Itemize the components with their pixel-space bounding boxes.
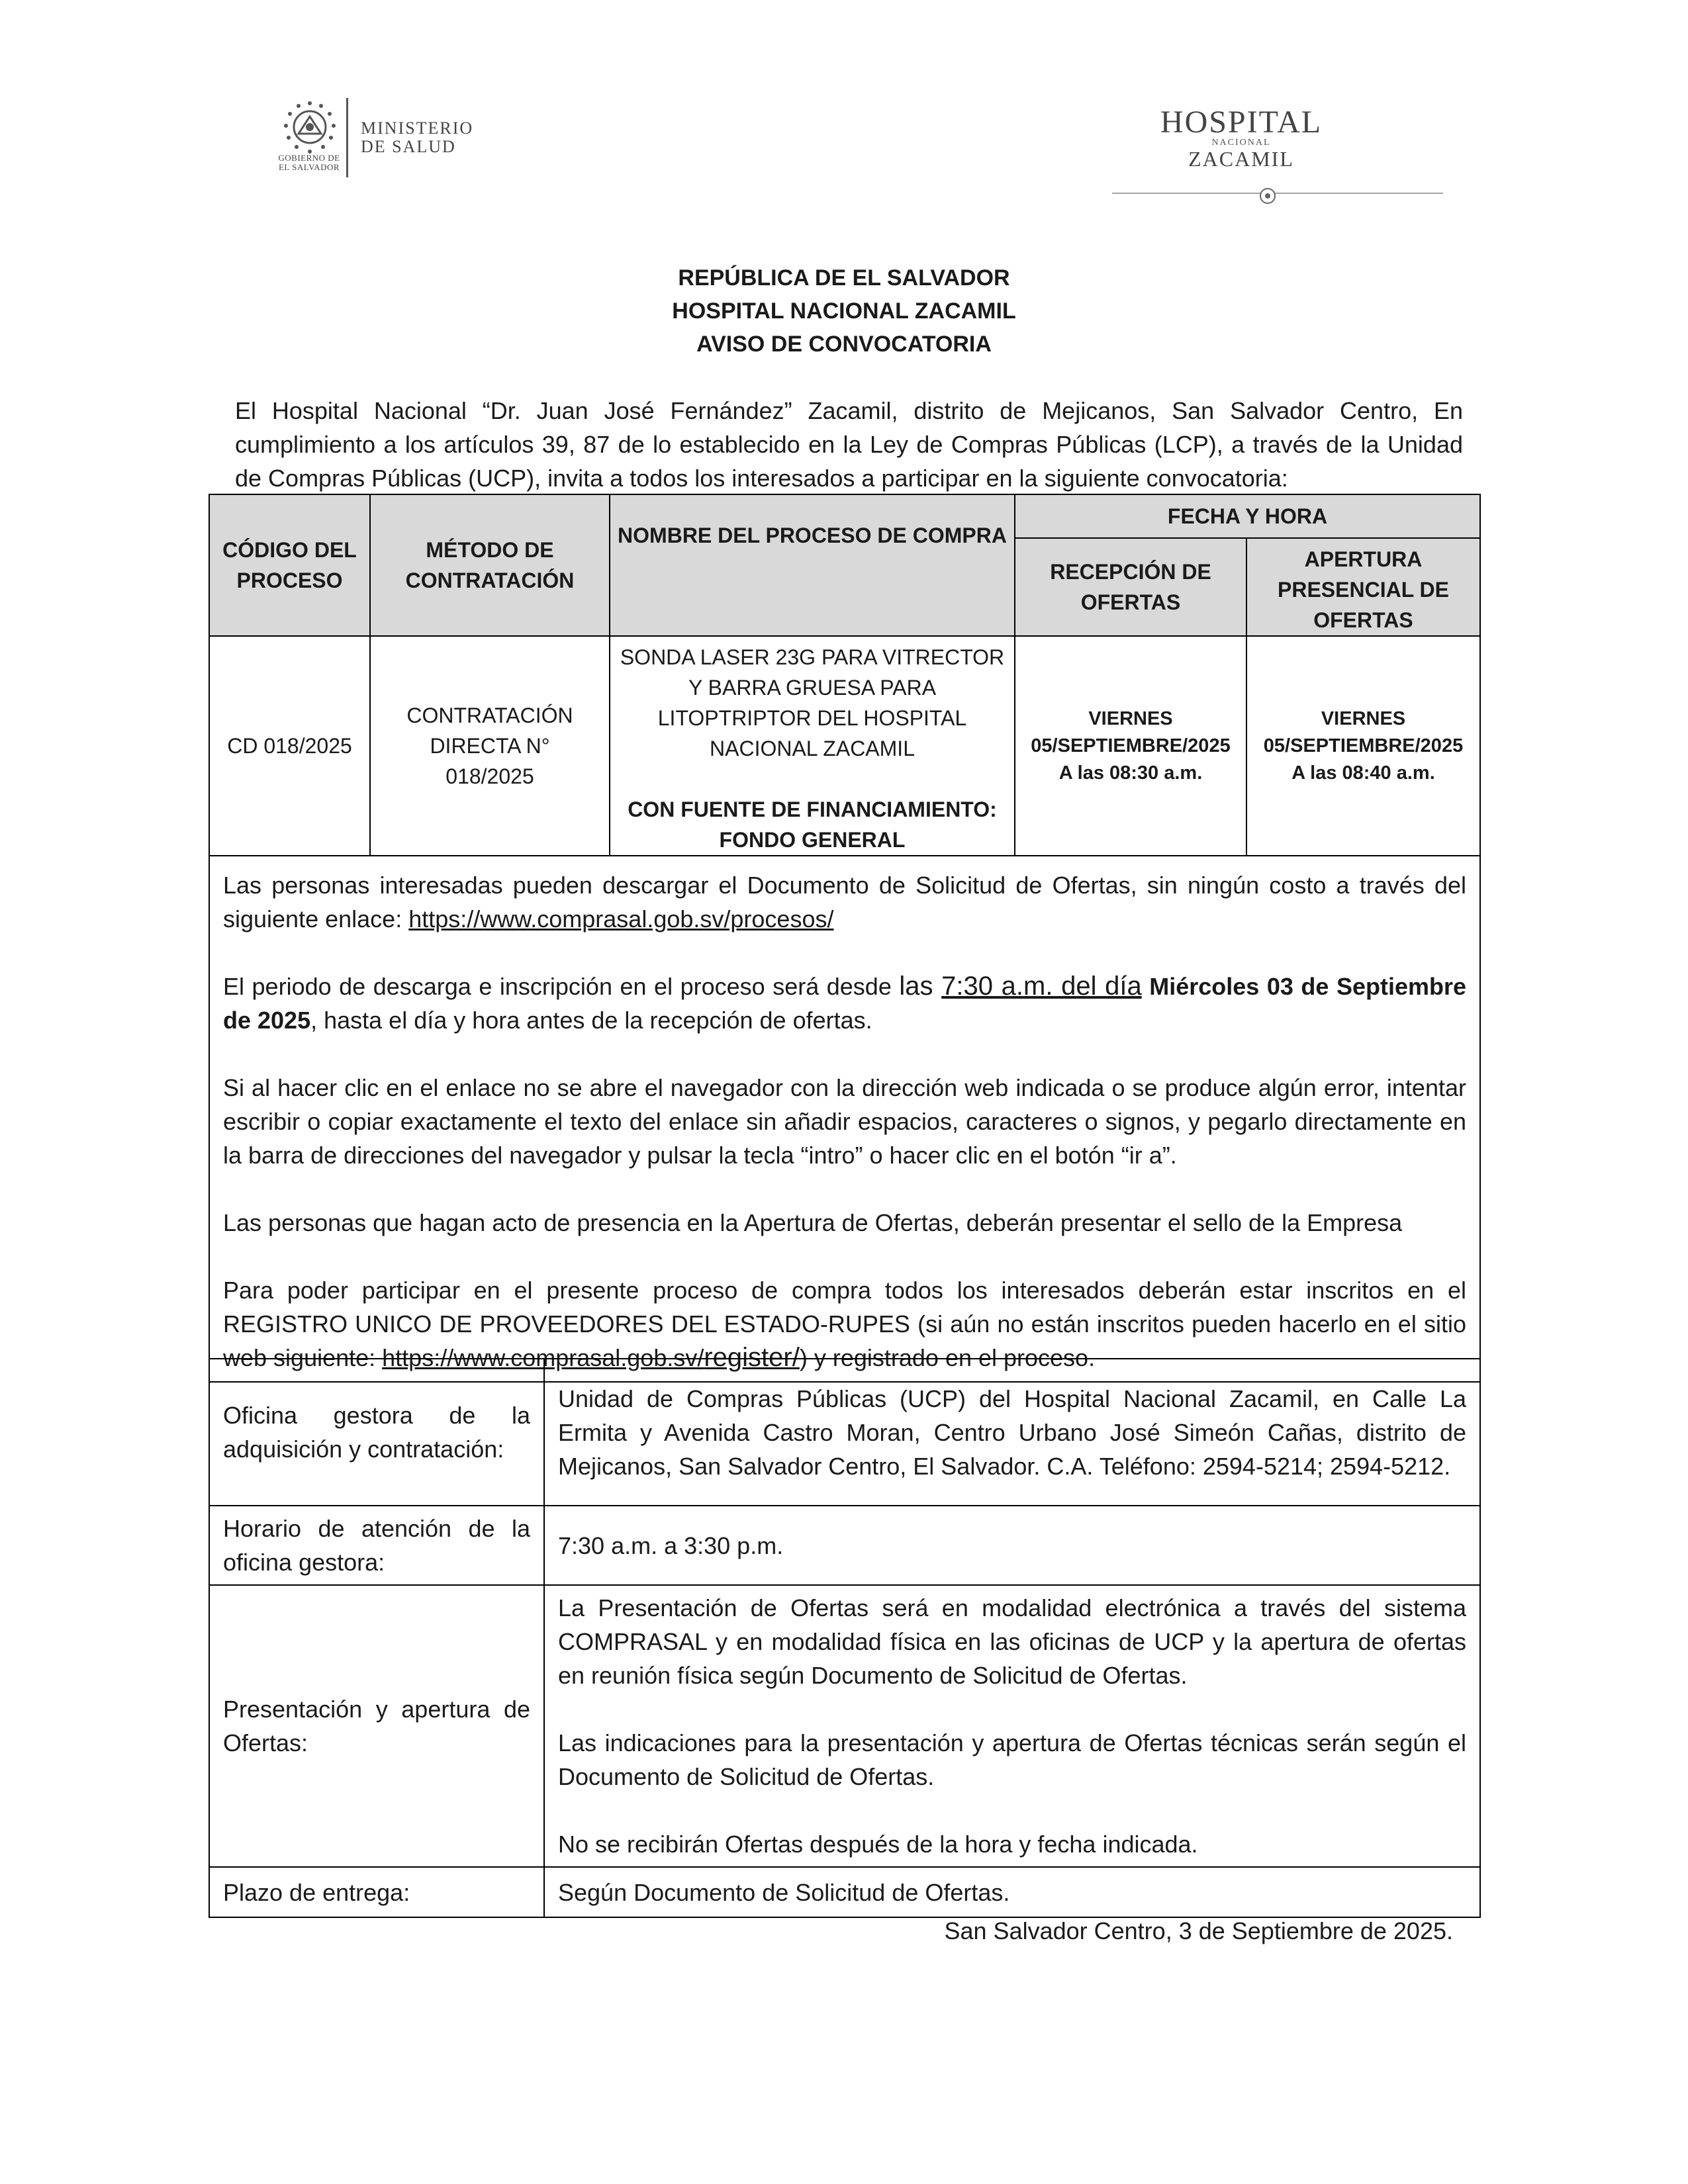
header-metodo: MÉTODO DE CONTRATACIÓN	[370, 494, 610, 636]
presentacion-p1: La Presentación de Ofertas será en modalidad electrónica a través del sistema COMPRASAL y en modalidad física en las oficinas de UCP y la apertura de ofertas en reunión física según Documento de Solicitud de Ofertas.	[558, 1594, 1466, 1689]
rupes-text: Para poder participar en el presente proceso de compra todos los interesados deberán estar inscritos en el REGISTRO UNICO DE PROVEEDORES DEL ESTADO-RUPES (si aún no están inscritos pueden hacerlo en el sitio web siguiente:	[223, 1277, 1466, 1371]
header-nombre: NOMBRE DEL PROCESO DE COMPRA	[610, 494, 1015, 636]
title-hospital: HOSPITAL NACIONAL ZACAMIL	[672, 298, 1016, 324]
cell-recepcion	[1015, 636, 1246, 856]
gob-line-1: GOBIERNO DE	[278, 153, 340, 163]
funding-source: CON FUENTE DE FINANCIAMIENTO: FONDO GENERAL	[628, 797, 997, 852]
convocatoria-table	[209, 494, 1481, 1383]
apertura-day: VIERNES	[1321, 707, 1406, 729]
label-plazo: Plazo de entrega:	[209, 1867, 544, 1917]
value-plazo: Según Documento de Solicitud de Ofertas.	[544, 1867, 1480, 1917]
recepcion-time: A las 08:30 a.m.	[1058, 762, 1203, 784]
hospital-logo-nacional: NACIONAL	[1211, 138, 1271, 148]
hospital-logo-name: HOSPITAL	[1160, 105, 1323, 140]
detail-row-horario	[209, 1506, 1480, 1585]
info-presence: Las personas que hagan acto de presencia en la Apertura de Ofertas, deberán presentar el sello de la Empresa	[223, 1209, 1403, 1236]
value-presentacion	[544, 1585, 1480, 1867]
title-aviso: AVISO DE CONVOCATORIA	[696, 332, 992, 357]
hospital-logo-place: ZACAMIL	[1188, 147, 1294, 171]
label-oficina: Oficina gestora de la adquisición y contratación:	[209, 1359, 544, 1506]
detail-row-presentacion	[209, 1585, 1480, 1867]
ministry-line-1: MINISTERIO	[361, 118, 474, 138]
signoff-date: San Salvador Centro, 3 de Septiembre de 2025.	[944, 1917, 1453, 1944]
header-apertura: APERTURA PRESENCIAL DE OFERTAS	[1246, 538, 1480, 636]
cell-metodo: CONTRATACIÓN DIRECTA N° 018/2025	[370, 636, 610, 856]
info-link-help: Si al hacer clic en el enlace no se abre el navegador con la dirección web indicada o se produce algún error, intentar escribir o copiar exactamente el texto del enlace sin añadir espacios, caracteres o signos, y pegarlo directamente en la barra de direcciones del navegador y pulsar la tecla “intro” o hacer clic en el botón “ir a”.	[223, 1074, 1466, 1169]
header-recepcion: RECEPCIÓN DE OFERTAS	[1015, 538, 1246, 636]
register-link-b: register/	[704, 1343, 800, 1372]
ministerio-salud-logo	[268, 93, 493, 182]
period-time: 7:30 a.m. del día	[941, 972, 1142, 1001]
document-titles	[0, 261, 1688, 361]
recepcion-date: 05/SEPTIEMBRE/2025	[1031, 735, 1231, 756]
header-fecha-hora: FECHA Y HORA	[1015, 494, 1480, 538]
intro-paragraph: El Hospital Nacional “Dr. Juan José Fernández” Zacamil, distrito de Mejicanos, San Salvador Centro, En cumplimiento a los artículos 39, 87 de lo establecido en la Ley de Compras Públicas (LCP), a través de la Unidad de Compras Públicas (UCP), invita a todos los interesados a participar en la siguiente convocatoria:	[235, 397, 1463, 492]
cell-nombre	[610, 636, 1015, 856]
gobierno-caption	[272, 154, 346, 172]
detail-row-oficina	[209, 1359, 1480, 1506]
download-text: Las personas interesadas pueden descargar el Documento de Solicitud de Ofertas, sin ningún costo a través del siguiente enlace:	[223, 872, 1466, 933]
logo-rule-seal-icon	[1112, 185, 1443, 205]
process-name: SONDA LASER 23G PARA VITRECTOR Y BARRA GRUESA PARA LITOPTRIPTOR DEL HOSPITAL NACIONAL ZACAMIL	[620, 645, 1005, 760]
ministry-line-2: DE SALUD	[361, 137, 456, 156]
presentacion-p2: Las indicaciones para la presentación y apertura de Ofertas técnicas serán según el Documento de Solicitud de Ofertas.	[558, 1729, 1466, 1790]
el-salvador-seal-icon	[281, 99, 338, 156]
header-codigo: CÓDIGO DEL PROCESO	[209, 494, 370, 636]
apertura-time: A las 08:40 a.m.	[1291, 762, 1435, 784]
period-text-a: El periodo de descarga e inscripción en el proceso será desde	[223, 973, 900, 1000]
value-oficina: Unidad de Compras Públicas (UCP) del Hospital Nacional Zacamil, en Calle La Ermita y Avenida Castro Moran, Centro Urbano José Simeón Cañas, distrito de Mejicanos, San Salvador Centro, El Salvador. C.A. Teléfono: 2594-5214; 2594-5212.	[544, 1359, 1480, 1506]
value-horario: 7:30 a.m. a 3:30 p.m.	[544, 1506, 1480, 1585]
rupes-text-end: ) y registrado en el proceso.	[799, 1344, 1096, 1371]
logo-divider	[346, 98, 348, 177]
ministerio-text	[361, 119, 473, 156]
cell-apertura	[1246, 636, 1480, 856]
apertura-date: 05/SEPTIEMBRE/2025	[1263, 735, 1464, 756]
cell-codigo: CD 018/2025	[209, 636, 370, 856]
period-text-e: , hasta el día y hora antes de la recepción de ofertas.	[310, 1007, 872, 1034]
period-date: Miércoles 03 de Septiembre de 2025	[223, 973, 1467, 1034]
period-text-b: las	[899, 972, 942, 1001]
label-presentacion: Presentación y apertura de Ofertas:	[209, 1585, 544, 1867]
label-horario: Horario de atención de la oficina gestora:	[209, 1506, 544, 1585]
presentacion-p3: No se recibirán Ofertas después de la hora y fecha indicada.	[558, 1831, 1198, 1858]
procesos-link[interactable]: https://www.comprasal.gob.sv/procesos/	[408, 905, 834, 933]
detail-row-plazo	[209, 1867, 1480, 1917]
info-download	[223, 868, 1466, 936]
info-cell	[209, 856, 1480, 1382]
register-link-a: https://www.comprasal.gob.sv/	[382, 1344, 704, 1371]
info-period	[223, 970, 1466, 1037]
hospital-zacamil-logo	[1119, 106, 1450, 212]
title-republica: REPÚBLICA DE EL SALVADOR	[678, 265, 1010, 291]
gob-line-2: EL SALVADOR	[278, 162, 340, 172]
recepcion-day: VIERNES	[1088, 707, 1173, 729]
table-row	[209, 636, 1480, 856]
details-table	[209, 1358, 1481, 1918]
